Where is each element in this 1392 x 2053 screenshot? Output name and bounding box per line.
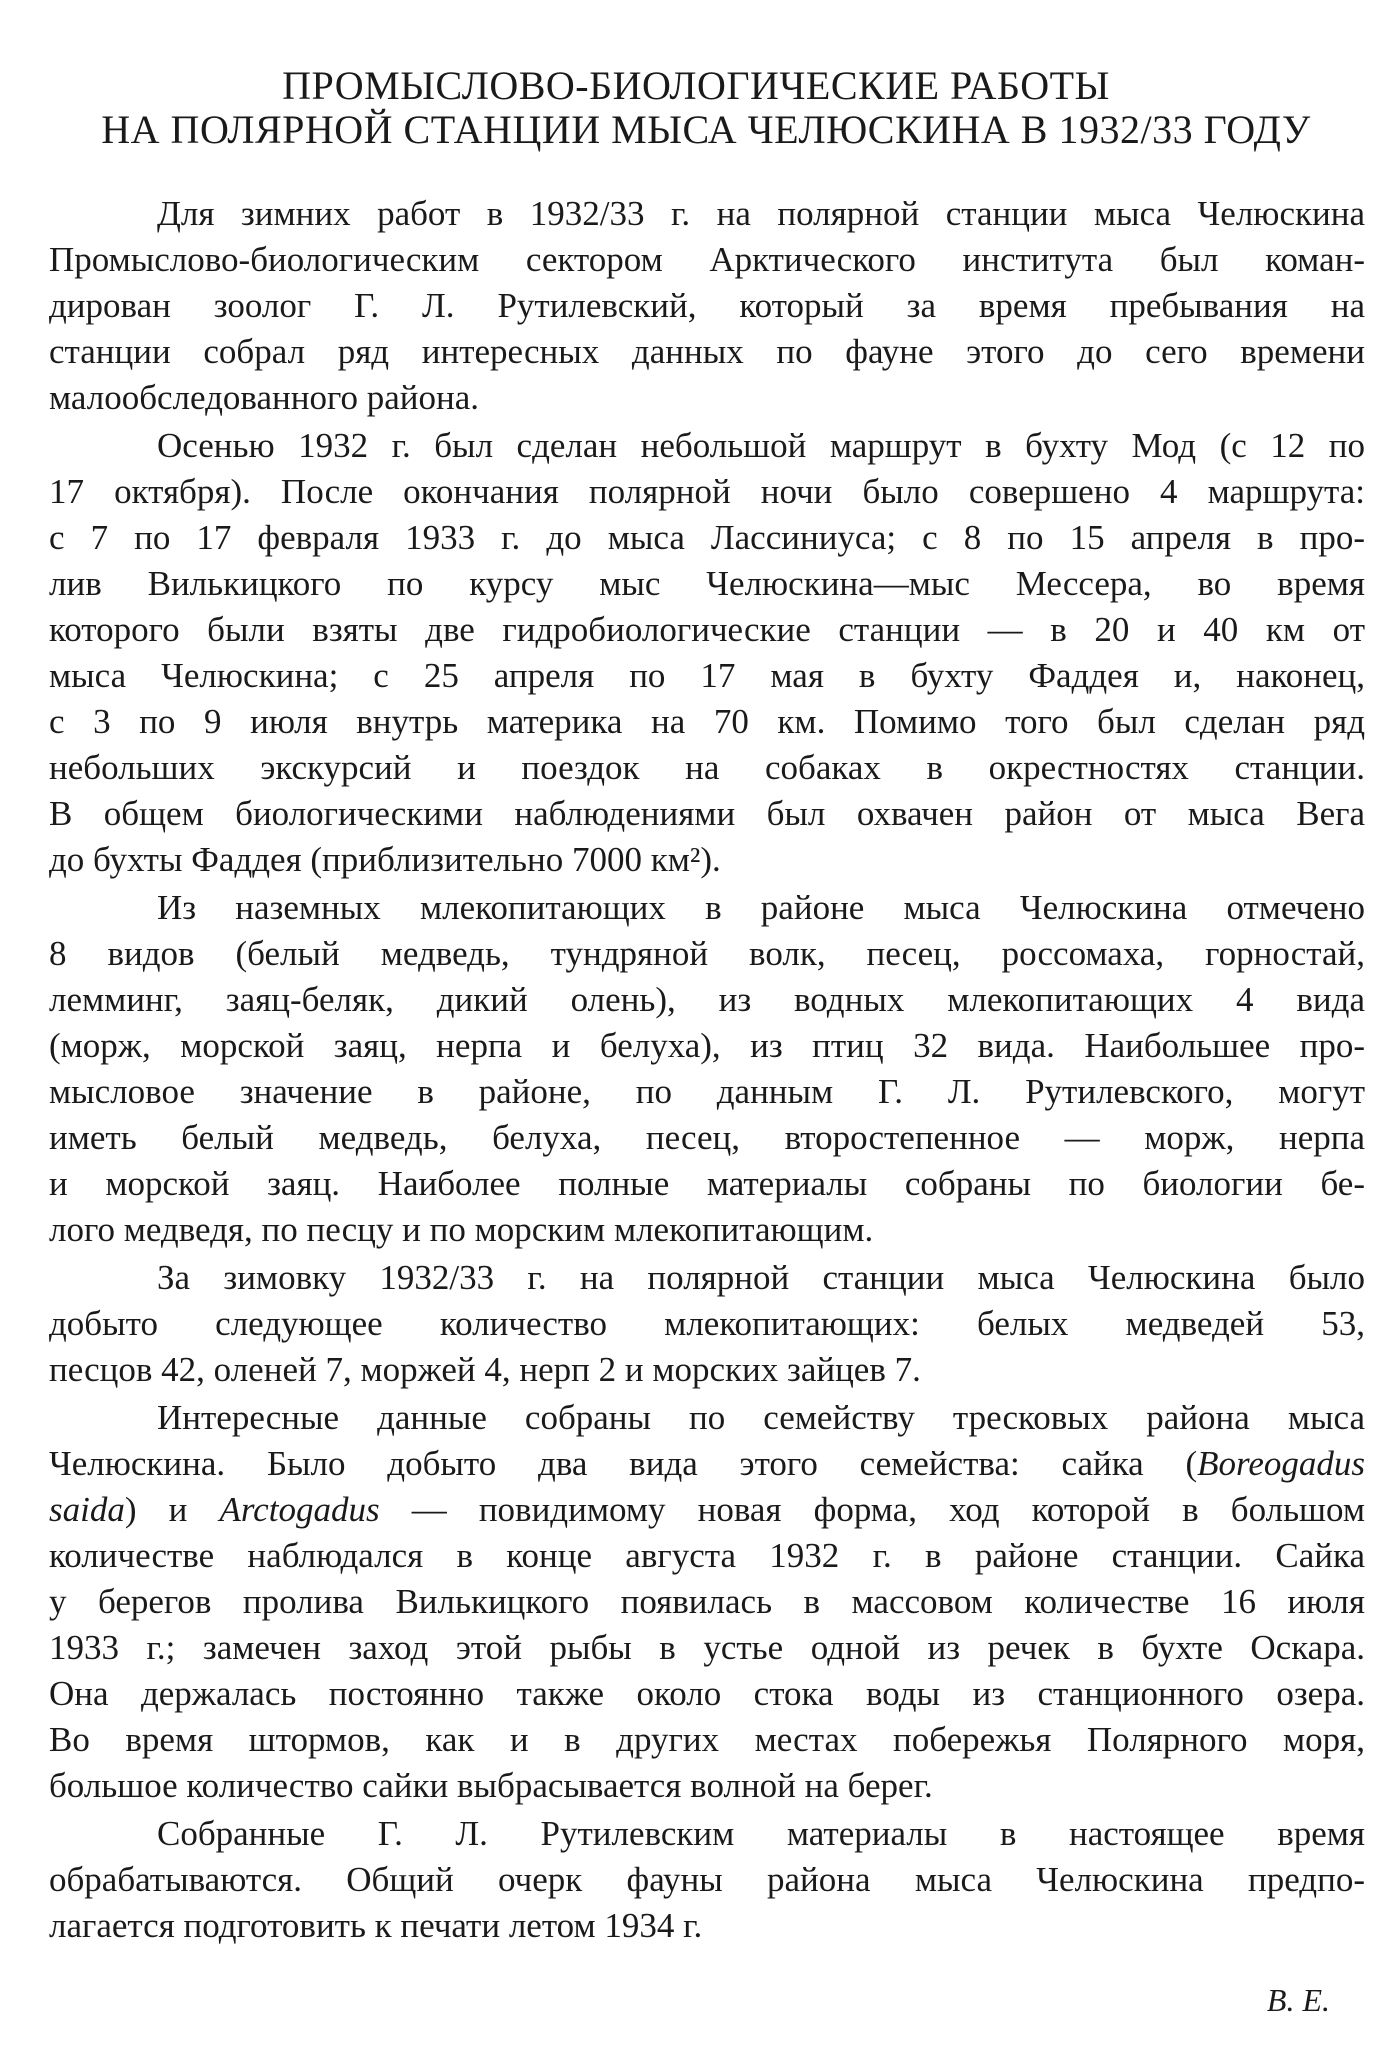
text-segment: станции собрал ряд интересных данных по фауне этого до сего времени [49, 332, 1365, 371]
text-line [49, 1441, 1365, 1487]
text-line [49, 653, 1365, 699]
text-segment: большое количество сайки выбрасывается волной на берег. [49, 1766, 933, 1805]
text-segment: количестве наблюдался в конце августа 1932 г. в районе станции. Сайка [49, 1536, 1365, 1575]
text-line [49, 561, 1365, 607]
text-line [49, 1207, 1365, 1253]
text-segment: 17 октября). После окончания полярной ночи было совершено 4 маршрута: [49, 472, 1365, 511]
text-line [49, 283, 1365, 329]
text-line [49, 837, 1365, 883]
text-segment: у берегов пролива Вилькицкого появилась в массовом количестве 16 июля [49, 1582, 1365, 1621]
text-segment: дирован зоолог Г. Л. Рутилевский, который за время пребывания на [49, 286, 1365, 325]
paragraph [49, 191, 1365, 421]
text-segment: небольших экскурсий и поездок на собаках в окрестностях станции. [49, 748, 1365, 787]
text-line [49, 1347, 1365, 1393]
text-line [49, 1255, 1365, 1301]
text-segment: мысловое значение в районе, по данным Г. Л. Рутилевского, могут [49, 1072, 1365, 1111]
text-segment: Во время штормов, как и в других местах побережья Полярного моря, [49, 1720, 1365, 1759]
text-segment: (морж, морской заяц, нерпа и белуха), из птиц 32 вида. Наибольшее про- [49, 1026, 1365, 1065]
text-line [49, 469, 1365, 515]
text-segment: лого медведя, по песцу и по морским млекопитающим. [49, 1210, 874, 1249]
text-segment: Челюскина. Было добыто два вида этого семейства: сайка ( [49, 1444, 1198, 1483]
text-segment: которого были взяты две гидробиологические станции — в 20 и 40 км от [49, 610, 1365, 649]
author-initials: В. Е. [1266, 1982, 1330, 2018]
text-segment: до бухты Фаддея (приблизительно 7000 км²). [49, 840, 721, 879]
text-segment: Собранные Г. Л. Рутилевским материалы в настоящее время [157, 1814, 1365, 1853]
text-line [49, 1625, 1365, 1671]
paragraph [49, 1255, 1365, 1393]
article-body [49, 191, 1365, 1951]
text-line [49, 791, 1365, 837]
text-line [49, 1717, 1365, 1763]
text-segment: с 3 по 9 июля внутрь материка на 70 км. Помимо того был сделан ряд [49, 702, 1365, 741]
text-segment: Промыслово-биологическим сектором Арктического института был коман- [49, 240, 1365, 279]
text-line [49, 423, 1365, 469]
text-line [49, 1115, 1365, 1161]
article-title-line-2: НА ПОЛЯРНОЙ СТАНЦИИ МЫСА ЧЕЛЮСКИНА В 1932/33 ГОДУ [101, 107, 1311, 152]
text-segment: Осенью 1932 г. был сделан небольшой маршрут в бухту Мод (с 12 по [157, 426, 1365, 465]
text-line [49, 1301, 1365, 1347]
text-segment: 1933 г.; замечен заход этой рыбы в устье одной из речек в бухте Оскара. [49, 1628, 1365, 1667]
text-segment: Интересные данные собраны по семейству тресковых района мыса [157, 1398, 1365, 1437]
paragraph [49, 423, 1365, 883]
text-segment: малообследованного района. [49, 378, 479, 417]
text-line [49, 885, 1365, 931]
text-segment: — повидимому новая форма, ход которой в большом [379, 1490, 1365, 1529]
article-title-line-1: ПРОМЫСЛОВО-БИОЛОГИЧЕСКИЕ РАБОТЫ [282, 63, 1110, 108]
paragraph [49, 1395, 1365, 1809]
text-line [49, 1763, 1365, 1809]
text-line [49, 1671, 1365, 1717]
text-line [49, 607, 1365, 653]
text-line [49, 1579, 1365, 1625]
text-segment: обрабатываются. Общий очерк фауны района мыса Челюскина предпо- [49, 1860, 1365, 1899]
text-line [49, 1903, 1365, 1949]
text-line [49, 931, 1365, 977]
text-line [49, 191, 1365, 237]
text-line [49, 1069, 1365, 1115]
text-line [49, 1161, 1365, 1207]
text-line [49, 515, 1365, 561]
text-line [49, 699, 1365, 745]
text-segment: песцов 42, оленей 7, моржей 4, нерп 2 и морских зайцев 7. [49, 1350, 921, 1389]
text-line [49, 745, 1365, 791]
text-line [49, 237, 1365, 283]
text-line [49, 329, 1365, 375]
text-line [49, 1811, 1365, 1857]
text-segment: За зимовку 1932/33 г. на полярной станции мыса Челюскина было [157, 1258, 1365, 1297]
text-segment: 8 видов (белый медведь, тундряной волк, песец, россомаха, горностай, [49, 934, 1365, 973]
text-line [49, 1023, 1365, 1069]
text-segment: Она держалась постоянно также около стока воды из станционного озера. [49, 1674, 1365, 1713]
paragraph [49, 885, 1365, 1253]
text-segment: и морской заяц. Наиболее полные материалы собраны по биологии бе- [49, 1164, 1365, 1203]
paragraph [49, 1811, 1365, 1949]
text-segment: Для зимних работ в 1932/33 г. на полярной станции мыса Челюскина [157, 194, 1365, 233]
text-line [49, 1533, 1365, 1579]
text-segment: лив Вилькицкого по курсу мыс Челюскина—мыс Мессера, во время [49, 564, 1365, 603]
text-segment: В общем биологическими наблюдениями был охвачен район от мыса Вега [49, 794, 1365, 833]
text-line [49, 1487, 1365, 1533]
text-line [49, 1395, 1365, 1441]
italic-species-name: saida [49, 1490, 125, 1529]
text-segment: Из наземных млекопитающих в районе мыса Челюскина отмечено [157, 888, 1365, 927]
text-line [49, 1857, 1365, 1903]
text-line [49, 375, 1365, 421]
text-segment: добыто следующее количество млекопитающих: белых медведей 53, [49, 1304, 1365, 1343]
text-segment: иметь белый медведь, белуха, песец, второстепенное — морж, нерпа [49, 1118, 1365, 1157]
text-segment: лагается подготовить к печати летом 1934 г. [49, 1906, 703, 1945]
text-segment: мыса Челюскина; с 25 апреля по 17 мая в бухту Фаддея и, наконец, [49, 656, 1365, 695]
text-segment: ) и [124, 1490, 220, 1529]
italic-species-name: Arctogadus [219, 1490, 380, 1529]
text-line [49, 977, 1365, 1023]
italic-species-name: Boreogadus [1197, 1444, 1365, 1483]
text-segment: с 7 по 17 февраля 1933 г. до мыса Лассиниуса; с 8 по 15 апреля в про- [49, 518, 1365, 557]
text-segment: лемминг, заяц-беляк, дикий олень), из водных млекопитающих 4 вида [49, 980, 1365, 1019]
